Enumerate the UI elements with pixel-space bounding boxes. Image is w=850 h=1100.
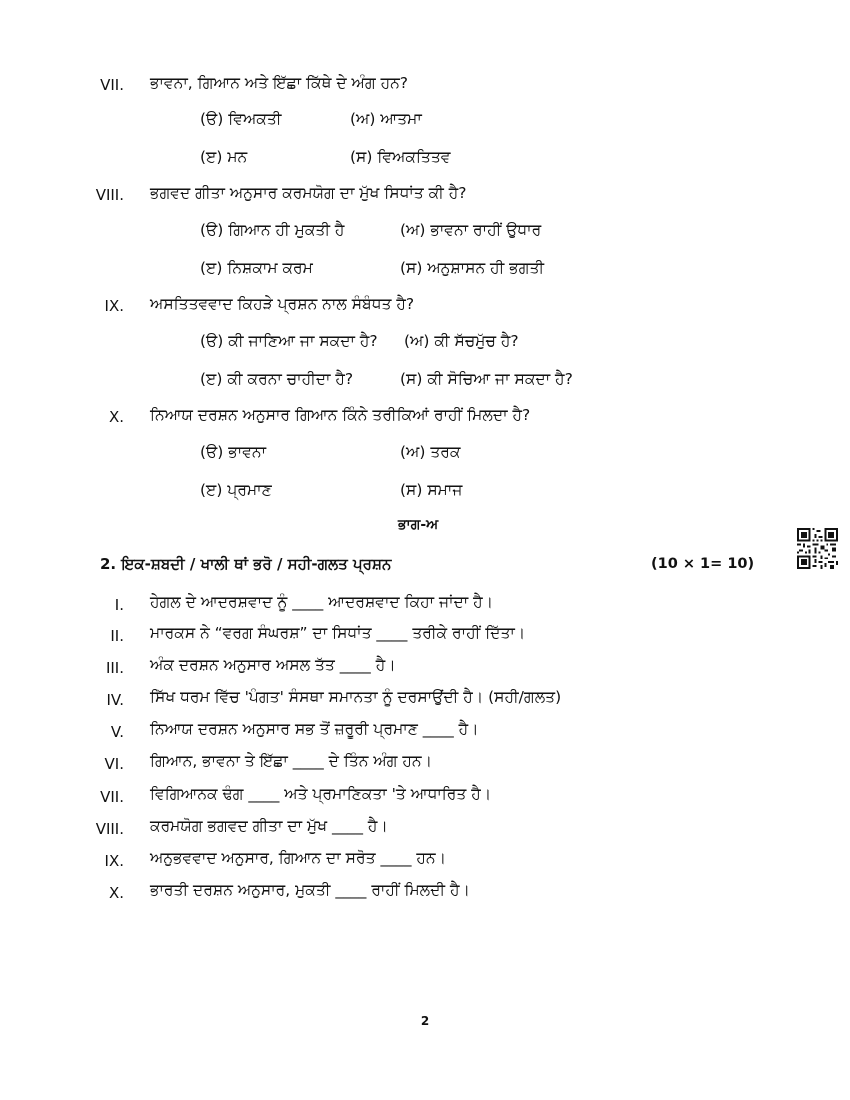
question-number: X. [108,408,124,426]
item-number: III. [105,659,124,677]
item-text: ਨਿਆਯ ਦਰਸ਼ਨ ਅਨੁਸਾਰ ਸਭ ਤੋਂ ਜ਼ਰੂਰੀ ਪ੍ਰਮਾਣ ____ ਹੈ। [150,720,479,738]
item-text: ਹੇਗਲ ਦੇ ਆਦਰਸ਼ਵਾਦ ਨੂੰ ____ ਆਦਰਸ਼ਵਾਦ ਕਿਹਾ ਜਾਂਦਾ ਹੈ। [150,593,494,611]
option-c: (ੲ) ਪ੍ਰਮਾਣ [200,481,272,499]
question-text: ਭਗਵਦ ਗੀਤਾ ਅਨੁਸਾਰ ਕਰਮਯੋਗ ਦਾ ਮੁੱਖ ਸਿਧਾਂਤ ਕੀ ਹੈ? [150,184,467,202]
option-d: (ਸ) ਸਮਾਜ [400,481,463,499]
fill-blank-item [0,817,850,843]
item-number: VIII. [95,820,124,838]
fill-blank-item [0,656,850,682]
question-text: ਭਾਵਨਾ, ਗਿਆਨ ਅਤੇ ਇੱਛਾ ਕਿੱਥੇ ਦੇ ਅੰਗ ਹਨ? [150,74,409,92]
fill-blank-item [0,688,850,714]
fill-blank-item [0,881,850,907]
fill-blank-item [0,624,850,650]
qr-code-icon [797,528,838,569]
page-number: 2 [420,1014,430,1028]
item-number: X. [108,884,124,902]
option-b: (ਅ) ਆਤਮਾ [350,110,422,128]
question-text: ਨਿਆਯ ਦਰਸ਼ਨ ਅਨੁਸਾਰ ਗਿਆਨ ਕਿੰਨੇ ਤਰੀਕਿਆਂ ਰਾਹੀਂ ਮਿਲਦਾ ਹੈ? [150,406,531,424]
item-text: ਵਿਗਿਆਨਕ ਢੰਗ ____ ਅਤੇ ਪ੍ਰਮਾਣਿਕਤਾ 'ਤੇ ਆਧਾਰਿਤ ਹੈ। [150,785,492,803]
item-text: ਭਾਰਤੀ ਦਰਸ਼ਨ ਅਨੁਸਾਰ, ਮੁਕਤੀ ____ ਰਾਹੀਂ ਮਿਲਦੀ ਹੈ। [150,881,470,899]
option-c: (ੲ) ਕੀ ਕਰਨਾ ਚਾਹੀਦਾ ਹੈ? [200,370,354,388]
option-b: (ਅ) ਭਾਵਨਾ ਰਾਹੀਂ ਉਧਾਰ [400,221,542,239]
item-text: ਅੰਕ ਦਰਸ਼ਨ ਅਨੁਸਾਰ ਅਸਲ ਤੱਤ ____ ਹੈ। [150,656,396,674]
option-a: (ੳ) ਕੀ ਜਾਣਿਆ ਜਾ ਸਕਦਾ ਹੈ? [200,332,378,350]
option-d: (ਸ) ਕੀ ਸੋਚਿਆ ਜਾ ਸਕਦਾ ਹੈ? [400,370,573,388]
fill-blank-item [0,785,850,811]
option-b: (ਅ) ਕੀ ਸੱਚਮੁੱਚ ਹੈ? [404,332,519,350]
item-text: ਸਿੱਖ ਧਰਮ ਵਿੱਚ 'ਪੰਗਤ' ਸੰਸਥਾ ਸਮਾਨਤਾ ਨੂੰ ਦਰਸਾਉਂਦੀ ਹੈ। (ਸਹੀ/ਗਲਤ) [150,688,562,706]
item-number: II. [110,627,124,645]
item-text: ਅਨੁਭਵਵਾਦ ਅਨੁਸਾਰ, ਗਿਆਨ ਦਾ ਸਰੋਤ ____ ਹਨ। [150,849,447,867]
question-number: IX. [104,297,124,315]
item-number: VI. [104,755,124,773]
item-text: ਕਰਮਯੋਗ ਭਗਵਦ ਗੀਤਾ ਦਾ ਮੁੱਖ ____ ਹੈ। [150,817,388,835]
item-number: IX. [104,852,124,870]
fill-blank-item [0,720,850,746]
part-heading: ਭਾਗ-ਅ [398,517,439,533]
option-c: (ੲ) ਮਨ [200,148,248,166]
item-number: VII. [100,788,124,806]
question-number: VII. [100,76,124,94]
fill-blank-item [0,593,850,619]
option-a: (ੳ) ਗਿਆਨ ਹੀ ਮੁਕਤੀ ਹੈ [200,221,345,239]
option-a: (ੳ) ਭਾਵਨਾ [200,443,267,461]
section-title: 2. ਇਕ-ਸ਼ਬਦੀ / ਖਾਲੀ ਥਾਂ ਭਰੋ / ਸਹੀ-ਗਲਤ ਪ੍ਰਸ਼ਨ [100,555,392,573]
item-text: ਗਿਆਨ, ਭਾਵਨਾ ਤੇ ਇੱਛਾ ____ ਦੇ ਤਿੰਨ ਅੰਗ ਹਨ। [150,752,433,770]
option-a: (ੳ) ਵਿਅਕਤੀ [200,110,282,128]
item-number: IV. [106,691,124,709]
fill-blank-item [0,849,850,875]
section-marks: (10 × 1= 10) [651,556,755,572]
item-text: ਮਾਰਕਸ ਨੇ “ਵਰਗ ਸੰਘਰਸ਼” ਦਾ ਸਿਧਾਂਤ ____ ਤਰੀਕੇ ਰਾਹੀਂ ਦਿੱਤਾ। [150,624,526,642]
item-number: I. [114,596,124,614]
option-c: (ੲ) ਨਿਸ਼ਕਾਮ ਕਰਮ [200,259,313,277]
option-b: (ਅ) ਤਰਕ [400,443,461,461]
fill-blank-item [0,752,850,778]
question-text: ਅਸਤਿਤਵਵਾਦ ਕਿਹੜੇ ਪ੍ਰਸ਼ਨ ਨਾਲ ਸੰਬੰਧਤ ਹੈ? [150,295,415,313]
option-d: (ਸ) ਅਨੁਸ਼ਾਸਨ ਹੀ ਭਗਤੀ [400,259,545,277]
option-d: (ਸ) ਵਿਅਕਤਿਤਵ [350,148,451,166]
question-number: VIII. [95,186,124,204]
item-number: V. [110,723,124,741]
